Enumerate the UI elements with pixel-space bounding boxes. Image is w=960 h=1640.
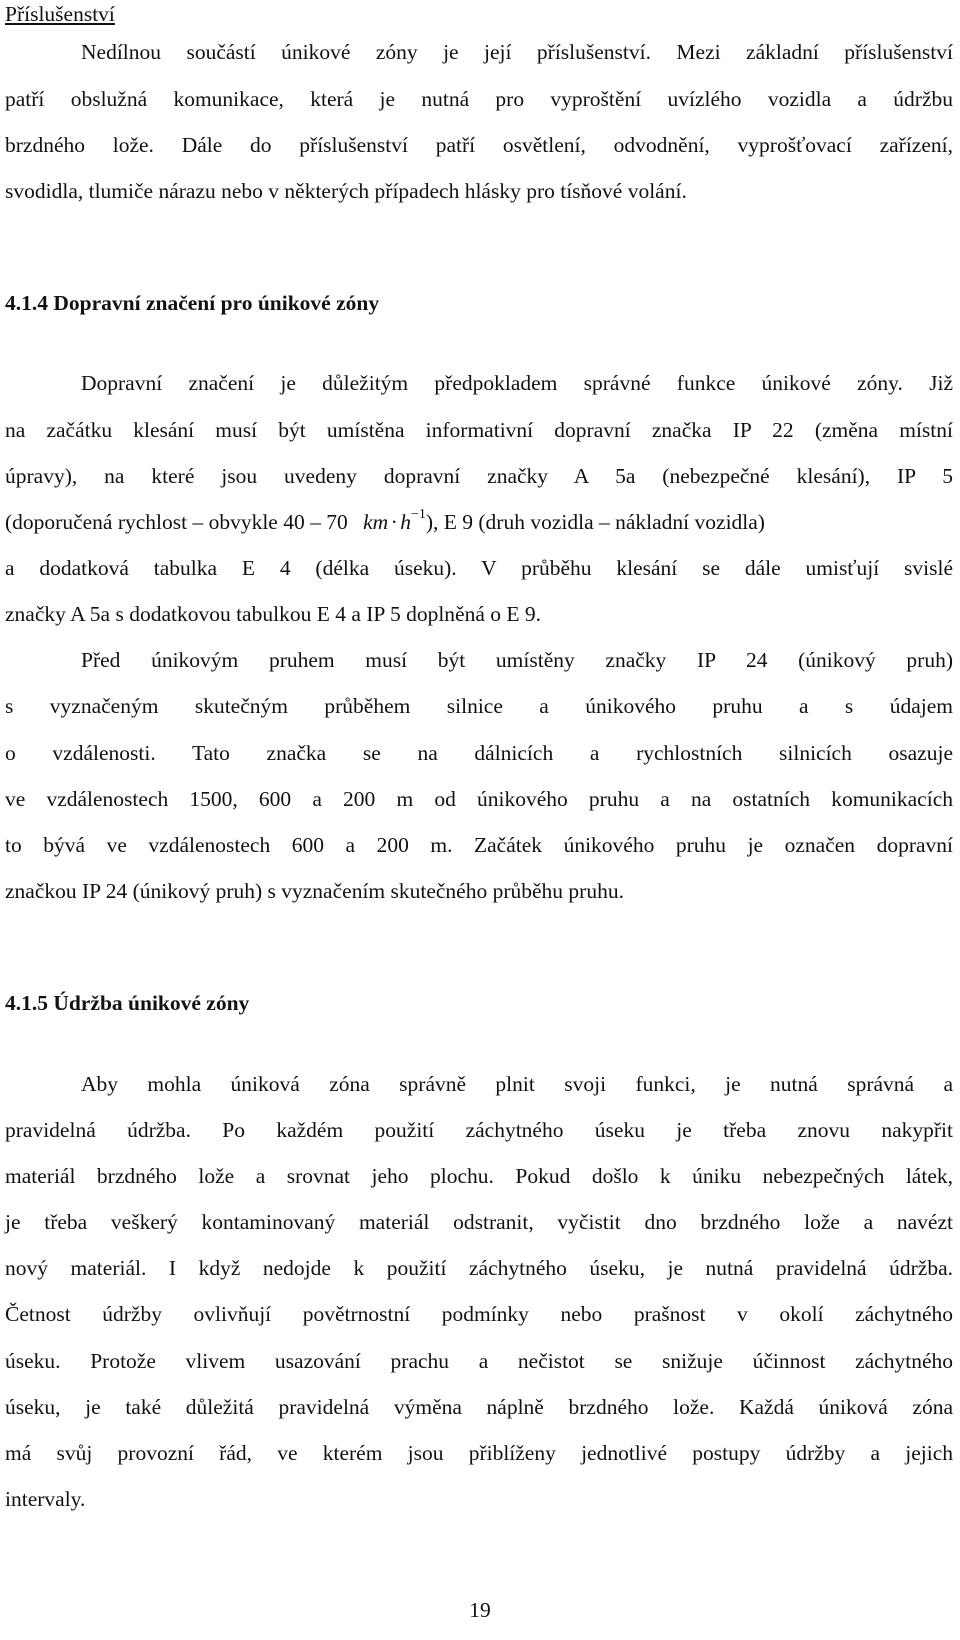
heading-4-1-5: 4.1.5 Údržba únikové zóny bbox=[5, 991, 250, 1015]
unit-exponent: −1 bbox=[410, 507, 426, 522]
paragraph-line: úseku, je také důležitá pravidelná výměna náplně brzdného lože. Každá úniková zóna bbox=[5, 1395, 953, 1419]
unit-dot: · bbox=[390, 510, 398, 534]
paragraph-line: brzdného lože. Dále do příslušenství patří osvětlení, odvodnění, vyprošťovací zařízení, bbox=[5, 133, 953, 157]
paragraph-line: na začátku klesání musí být umístěna informativní dopravní značka IP 22 (změna místní bbox=[5, 418, 953, 442]
paragraph-line: Dopravní značení je důležitým předpokladem správné funkce únikové zóny. Již bbox=[81, 371, 953, 395]
paragraph-line: svodidla, tlumiče nárazu nebo v některých případech hlásky pro tísňové volání. bbox=[5, 179, 687, 203]
paragraph-line: nový materiál. I když nedojde k použití záchytného úseku, je nutná pravidelná údržba. bbox=[5, 1256, 953, 1280]
paragraph-line: intervaly. bbox=[5, 1487, 86, 1511]
paragraph-line: Aby mohla úniková zóna správně plnit svoji funkci, je nutná správná a bbox=[81, 1072, 953, 1096]
unit-km: km bbox=[363, 510, 389, 534]
paragraph-line: materiál brzdného lože a srovnat jeho plochu. Pokud došlo k úniku nebezpečných látek, bbox=[5, 1164, 953, 1188]
paragraph-line: Před únikovým pruhem musí být umístěny značky IP 24 (únikový pruh) bbox=[81, 648, 953, 672]
unit-h: h bbox=[400, 510, 411, 534]
paragraph-line-with-unit bbox=[5, 508, 953, 540]
text-after-unit: ), E 9 (druh vozidla – nákladní vozidla) bbox=[425, 510, 765, 534]
page-number: 19 bbox=[469, 1598, 491, 1622]
paragraph-line: s vyznačeným skutečným průběhem silnice a únikového pruhu a s údajem bbox=[5, 694, 953, 718]
paragraph-line: patří obslužná komunikace, která je nutná pro vyproštění uvízlého vozidla a údržbu bbox=[5, 87, 953, 111]
paragraph-line: pravidelná údržba. Po každém použití záchytného úseku je třeba znovu nakypřit bbox=[5, 1118, 953, 1142]
paragraph-line: a dodatková tabulka E 4 (délka úseku). V průběhu klesání se dále umisťují svislé bbox=[5, 556, 953, 580]
paragraph-line: úseku. Protože vlivem usazování prachu a nečistot se snižuje účinnost záchytného bbox=[5, 1349, 953, 1373]
paragraph-line: značkou IP 24 (únikový pruh) s vyznačením skutečného průběhu pruhu. bbox=[5, 879, 624, 903]
section-title: Příslušenství bbox=[5, 2, 115, 26]
paragraph-line: je třeba veškerý kontaminovaný materiál odstranit, vyčistit dno brzdného lože a navézt bbox=[5, 1210, 953, 1234]
paragraph-line: Četnost údržby ovlivňují povětrnostní podmínky nebo prašnost v okolí záchytného bbox=[5, 1302, 953, 1326]
paragraph-line: značky A 5a s dodatkovou tabulkou E 4 a IP 5 doplněná o E 9. bbox=[5, 602, 542, 626]
heading-4-1-4: 4.1.4 Dopravní značení pro únikové zóny bbox=[5, 291, 380, 315]
paragraph-line: ve vzdálenostech 1500, 600 a 200 m od únikového pruhu a na ostatních komunikacích bbox=[5, 787, 953, 811]
paragraph-line: má svůj provozní řád, ve kterém jsou přiblíženy jednotlivé postupy údržby a jejich bbox=[5, 1441, 953, 1465]
paragraph-line: to bývá ve vzdálenostech 600 a 200 m. Začátek únikového pruhu je označen dopravní bbox=[5, 833, 953, 857]
paragraph-line: Nedílnou součástí únikové zóny je její příslušenství. Mezi základní příslušenství bbox=[81, 40, 953, 64]
paragraph-line: úpravy), na které jsou uvedeny dopravní značky A 5a (nebezpečné klesání), IP 5 bbox=[5, 464, 953, 488]
text-before-unit: (doporučená rychlost – obvykle 40 – 70 bbox=[5, 510, 348, 534]
paragraph-line: o vzdálenosti. Tato značka se na dálnicích a rychlostních silnicích osazuje bbox=[5, 741, 953, 765]
